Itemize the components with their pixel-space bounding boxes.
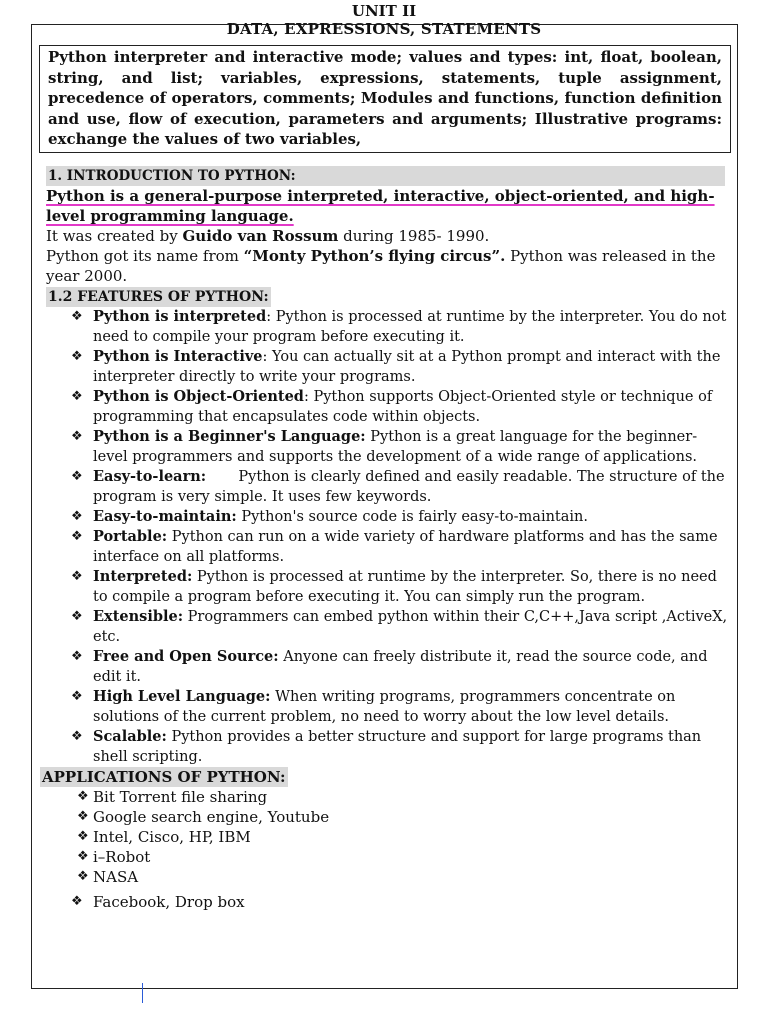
application-item (71, 892, 730, 912)
feature-desc: Python is processed at runtime by the interpreter. You do not need to compile your program before executing it. (93, 309, 727, 345)
feature-desc: Python supports Object-Oriented style or technique of programming that encapsulates code within objects. (93, 389, 713, 425)
feature-term: Free and Open Source: (93, 648, 279, 665)
application-label: Bit Torrent file sharing (93, 788, 268, 806)
application-item (77, 847, 730, 867)
diamond-bullet-icon: ❖ (71, 569, 83, 584)
application-label: NASA (93, 868, 139, 886)
feature-term: Python is a Beginner's Language: (93, 428, 366, 445)
feature-term: Easy-to-learn: (93, 468, 207, 485)
name-source: “Monty Python’s flying circus”. (243, 247, 506, 265)
feature-desc: Python is processed at runtime by the interpreter. So, there is no need to compile a program before executing it. You can simply run the program. (93, 569, 717, 605)
diamond-bullet-icon: ❖ (71, 309, 83, 324)
intro-name-origin (46, 246, 730, 286)
diamond-bullet-icon: ❖ (77, 829, 89, 844)
diamond-bullet-icon: ❖ (77, 809, 89, 824)
features-list (46, 307, 730, 767)
name-suffix: Python was released in the year 2000. (46, 247, 716, 285)
diamond-bullet-icon: ❖ (71, 429, 83, 444)
application-label: Facebook, Drop box (93, 893, 245, 911)
feature-term: Python is interpreted (93, 308, 267, 325)
feature-item (71, 647, 730, 687)
feature-term: Easy-to-maintain: (93, 508, 237, 525)
diamond-bullet-icon: ❖ (71, 389, 83, 404)
feature-item (71, 387, 730, 427)
feature-term: High Level Language: (93, 688, 271, 705)
creator-name: Guido van Rossum (182, 227, 339, 245)
diamond-bullet-icon: ❖ (71, 894, 83, 909)
diamond-bullet-icon: ❖ (71, 689, 83, 704)
document-header (0, 2, 768, 38)
feature-desc: Anyone can freely distribute it, read the source code, and edit it. (93, 649, 708, 685)
feature-item (71, 527, 730, 567)
document-body (42, 166, 730, 912)
unit-title: DATA, EXPRESSIONS, STATEMENTS (226, 20, 542, 38)
diamond-bullet-icon: ❖ (71, 349, 83, 364)
diamond-bullet-icon: ❖ (71, 729, 83, 744)
applications-heading: APPLICATIONS OF PYTHON: (42, 768, 286, 786)
feature-term: Portable: (93, 528, 168, 545)
feature-item (71, 347, 730, 387)
feature-desc: Python provides a better structure and support for large programs than shell scripting. (93, 729, 702, 765)
feature-item (71, 607, 730, 647)
feature-item (71, 727, 730, 767)
name-prefix: Python got its name from (46, 247, 244, 265)
feature-item (71, 427, 730, 467)
intro-creator (46, 226, 730, 246)
syllabus-box: Python interpreter and interactive mode; values and types: int, float, boolean, string, and list; variables, expressions, statements, tuple assignment, precedence of operators, comments; Modules and functions, function definition and use, flow of execution, parameters and arguments; Illustrative programs: exchange the values of two variables, (39, 45, 731, 153)
diamond-bullet-icon: ❖ (71, 609, 83, 624)
feature-item (71, 567, 730, 607)
feature-desc: Programmers can embed python within their C,C++,Java script ,ActiveX, etc. (93, 609, 728, 645)
feature-desc: Python can run on a wide variety of hardware platforms and has the same interface on all platforms. (93, 529, 718, 565)
feature-item (71, 507, 730, 527)
diamond-bullet-icon: ❖ (77, 789, 89, 804)
diamond-bullet-icon: ❖ (77, 849, 89, 864)
feature-item (71, 467, 730, 507)
application-label: Intel, Cisco, HP, IBM (93, 828, 251, 846)
creator-suffix: during 1985- 1990. (338, 227, 490, 245)
feature-sep: : (262, 349, 273, 365)
feature-term: Python is Interactive (93, 348, 263, 365)
feature-sep: : (266, 309, 276, 325)
application-item (77, 827, 730, 847)
feature-item (71, 687, 730, 727)
feature-desc: Python is clearly defined and easily readable. The structure of the program is very simple. It uses few keywords. (93, 469, 725, 505)
diamond-bullet-icon: ❖ (77, 869, 89, 884)
feature-sep: : (303, 389, 314, 405)
application-item (77, 867, 730, 887)
feature-term: Python is Object-Oriented (93, 388, 304, 405)
creator-prefix: It was created by (46, 227, 183, 245)
feature-term: Scalable: (93, 728, 167, 745)
diamond-bullet-icon: ❖ (71, 529, 83, 544)
feature-desc: Python's source code is fairly easy-to-maintain. (241, 509, 588, 525)
feature-desc: When writing programs, programmers concentrate on solutions of the current problem, no need to worry about the low level details. (93, 689, 676, 725)
feature-item (71, 307, 730, 347)
feature-term: Extensible: (93, 608, 184, 625)
application-item (77, 787, 730, 807)
feature-term: Interpreted: (93, 568, 193, 585)
application-label: i–Robot (93, 848, 151, 866)
intro-heading: 1. INTRODUCTION TO PYTHON: (46, 166, 725, 186)
intro-definition: Python is a general-purpose interpreted, interactive, object-oriented, and high-level programming language. (46, 187, 715, 225)
diamond-bullet-icon: ❖ (71, 469, 83, 484)
unit-label: UNIT II (351, 2, 417, 20)
applications-list (46, 787, 730, 912)
application-item (77, 807, 730, 827)
features-heading: 1.2 FEATURES OF PYTHON: (48, 289, 269, 305)
diamond-bullet-icon: ❖ (71, 649, 83, 664)
feature-sep (206, 469, 238, 485)
feature-desc: Python is a great language for the beginner-level programmers and supports the development of a wide range of applications. (93, 429, 698, 465)
text-cursor[interactable] (142, 983, 143, 1003)
diamond-bullet-icon: ❖ (71, 509, 83, 524)
feature-desc: You can actually sit at a Python prompt and interact with the interpreter directly to write your programs. (93, 349, 721, 385)
application-label: Google search engine, Youtube (93, 808, 330, 826)
